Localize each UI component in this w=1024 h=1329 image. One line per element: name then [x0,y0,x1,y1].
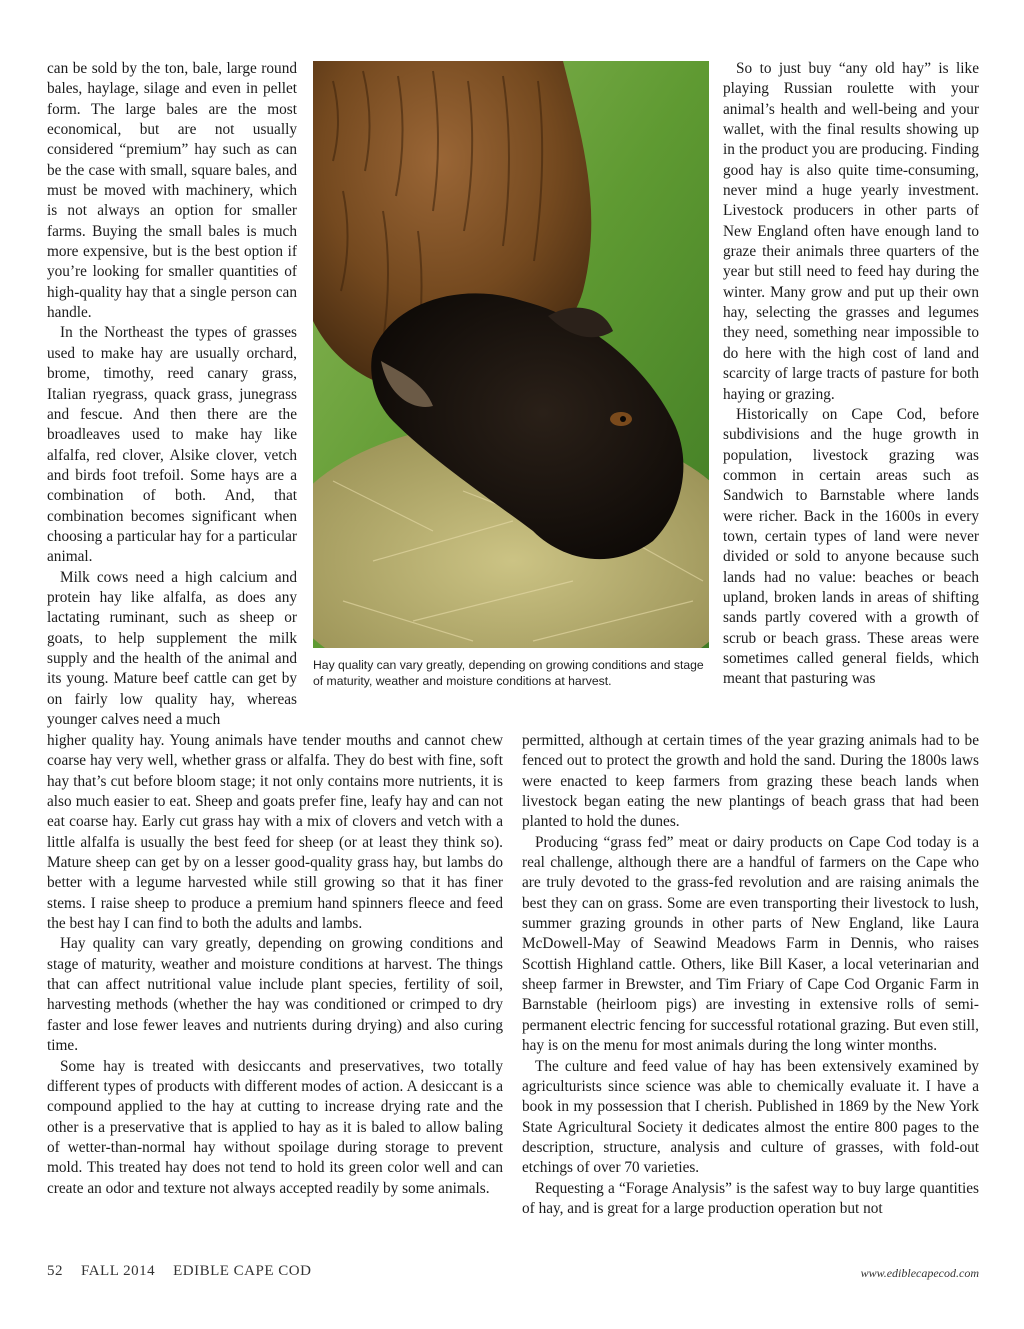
article-paragraph: So to just buy “any old hay” is like playing Russian roulette with your animal’s health and well-being and your wallet, with the final results showing up in the product you are producing. Finding good hay is also quite time-consuming, never mind a huge yearly investment. Livestock producers in other parts of New England often have enough land to graze their animals three quarters of the year but still need to feed hay during the winter. Many grow and put up their own hay, selecting the grasses and legumes they need, something near impossible to do here with the high cost of land and scarcity of large tracts of pasture for both haying or grazing. [723,60,979,403]
article-paragraph: Some hay is treated with desiccants and preservatives, two totally different types of products with different modes of action. A desiccant is a compound applied to the hay at cutting to increase drying rate and the other is a preservative that is applied to hay as it is baled to allow baling of wetter-than-normal hay without spoilage during storage to prevent mold. This treated hay does not tend to hold its green color well and can create an odor and texture not always accepted readily by some animals. [47,1057,503,1197]
sheep-photo-illustration [313,61,709,648]
article-paragraph: Producing “grass fed” meat or dairy products on Cape Cod today is a real challenge, although there are a handful of farmers on the Cape who are truly devoted to the grass-fed revolution and are raising animals the best they can on grass. Some are even transporting their livestock to lush, summer grazing grounds in other parts of New England, like Laura McDowell-May of Seawind Meadows Farm in Dennis, who raises Scottish Highland cattle. Others, like Bill Kaser, a local veterinarian and sheep farmer in Brewster, and Tim Friary of Cape Cod Organic Farm in Barnstable (heirloom pigs) are investing in extensive rolls of semi-permanent electric fencing for successful rotational grazing. But even still, hay is on the menu for most animals during the long winter months. [522,833,979,1055]
article-paragraph: higher quality hay. Young animals have tender mouths and cannot chew coarse hay very well, whether grass or alfalfa. They do best with fine, soft hay that’s cut before bloom stage; it not only contains more nutrients, it is also much easier to eat. Sheep and goats prefer fine, leafy hay and can not eat coarse hay. Early cut grass hay with a mix of clovers and vetch with a little alfalfa is usually the best feed for sheep (or at least they think so). Mature sheep can get by on a lesser good-quality grass hay, but lambs do better with a legume harvested while still growing so that it has finer stems. I raise sheep to produce a premium hand spinners fleece and feed the best hay I can find to both the adults and lambs. [47,732,503,933]
page-footer [47,1263,329,1280]
article-column-left-top [47,59,297,730]
article-paragraph: permitted, although at certain times of the year grazing animals had to be fenced out to protect the growth and hold the sand. During the 1800s laws were enacted to keep farmers from grazing these beach lands when livestock began eating the new plantings of beach grass that had been planted to hold the dunes. [522,732,979,831]
sheep-eating-hay-photo [313,61,709,648]
publication-name: EDIBLE CAPE COD [173,1263,312,1279]
article-paragraph: The culture and feed value of hay has been extensively examined by agriculturists since science was able to chemically evaluate it. I have a book in my possession that I cherish. Published in 1869 by the New York State Agricultural Society it dedicates almost the entire 800 pages to the description, structure, analysis and culture of grasses, with fold-out etchings of over 70 varieties. [522,1057,979,1177]
photo-caption: Hay quality can vary greatly, depending on growing conditions and stage of maturity, weather and moisture conditions at harvest. [313,658,704,688]
article-column-right-top [723,59,979,690]
page-number: 52 [47,1263,63,1279]
website-link[interactable]: www.ediblecapecod.com [860,1266,979,1280]
article-paragraph: Historically on Cape Cod, before subdivisions and the huge growth in population, livestock grazing was common in certain areas such as Sandwich to Barnstable where lands were richer. Back in the 1600s in every town, certain types of land were never divided or sold to anyone because such lands had no value: beaches or beach upland, broken lands in areas of shifting sands partly covered with a growth of scrub or beach grass. These areas were sometimes called general fields, which meant that pasturing was [723,405,979,688]
article-paragraph: Requesting a “Forage Analysis” is the safest way to buy large quantities of hay, and is great for a large production operation but not [522,1179,979,1217]
article-column-left-bottom [47,731,503,1199]
article-paragraph: Milk cows need a high calcium and protein hay like alfalfa, as does any lactating ruminant, such as sheep or goats, to help supplement the milk supply and the health of the animal and its young. Mature beef cattle can get by on fairly low quality hay, whereas younger calves need a much [47,568,297,728]
article-paragraph: Hay quality can vary greatly, depending on growing conditions and stage of maturity, weather and moisture conditions at harvest. The things that can affect nutritional value include plant species, fertility of soil, harvesting methods (whether the hay was conditioned or crimped to dry faster and lose fewer leaves and nutrients during drying) and also curing time. [47,935,503,1055]
article-paragraph: can be sold by the ton, bale, large round bales, haylage, silage and even in pellet form. The large bales are the most economical, but are not usually considered “premium” hay such as can be the case with small, square bales, and must be moved with machinery, which is not always an option for smaller farms. Buying the small bales is much more expensive, but is the best option if you’re looking for smaller quantities of high-quality hay that a single person can handle. [47,60,297,322]
article-column-right-bottom [522,731,979,1219]
issue-label: FALL 2014 [81,1263,156,1279]
article-paragraph: In the Northeast the types of grasses used to make hay are usually orchard, brome, timothy, reed canary grass, Italian ryegrass, quack grass, junegrass and fescue. And then there are the broadleaves used to make hay like alfalfa, red clover, Alsike clover, vetch and birds foot trefoil. Some hays are a combination of both. And, that combination becomes significant when choosing a particular hay for a particular animal. [47,324,297,566]
